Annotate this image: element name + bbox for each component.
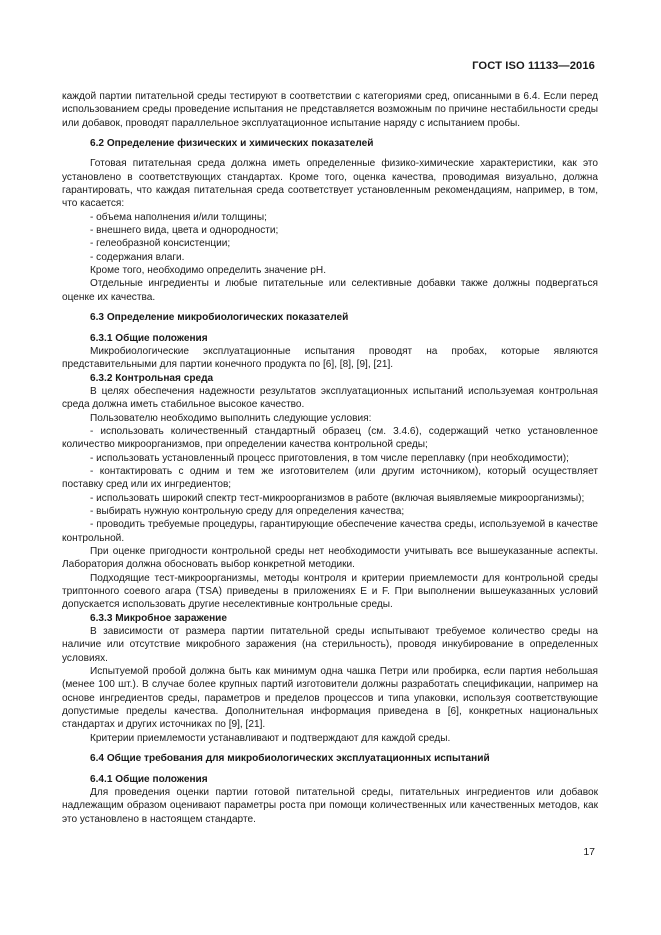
paragraph: В зависимости от размера партии питательной среды испытывают требуемое количество среды на наличие или отсутствие микробного заражения (на стерильность), проводя инкубирование в определенных условиях. <box>62 626 598 664</box>
paragraph: Критерии приемлемости устанавливают и подтверждают для каждой среды. <box>90 732 451 744</box>
subsection-heading-6-4-1: 6.4.1 Общие положения <box>90 773 208 785</box>
paragraph: Для проведения оценки партии готовой питательной среды, питательных ингредиентов или добавок надлежащим образом оценивают параметры роста при помощи количественных или качественных методов, как это установлено в настоящем стандарте. <box>62 786 598 825</box>
paragraph: Отдельные ингредиенты и любые питательные или селективные добавки также должны подвергаться оценке их качества. <box>62 278 598 303</box>
paragraph: В целях обеспечения надежности результатов эксплуатационных испытаний используемая контрольная среда должна иметь стабильное высокое качество. <box>62 385 598 411</box>
list-item: - объема наполнения и/или толщины; <box>90 211 267 223</box>
paragraph: При оценке пригодности контрольной среды нет необходимости учитывать все вышеуказанные аспекты. Лаборатория должна обосновать выбор конкретной методики. <box>62 546 598 571</box>
section-heading-6-3: 6.3 Определение микробиологических показателей <box>90 312 349 324</box>
document-body <box>62 90 598 826</box>
list-item: - использовать широкий спектр тест-микроорганизмов в работе (включая выявляемые микроорганизмы); <box>90 492 585 504</box>
list-item: - гелеобразной консистенции; <box>90 238 231 250</box>
paragraph: Испытуемой пробой должна быть как минимум одна чашка Петри или пробирка, если партия небольшая (менее 100 шт.). В случае более крупных партий изготовители должны разработать спецификации, например на основе ингредиентов среды, параметров и пределов процессов и типа упаковки, используя соответствующие допустимые пределы качества. Дополнительная информация приведена в [6], конкретных национальных стандартах и других источниках по [9], [21]. <box>62 666 598 731</box>
subsection-heading-6-3-1: 6.3.1 Общие положения <box>90 332 208 344</box>
paragraph: Готовая питательная среда должна иметь определенные физико-химические характеристики, как это установлено в соответствующих стандартах. Кроме того, оценка качества, проводимая визуально, должна гарантировать, что каждая питательная среда соответствует установленным рекомендациям, например, в том, что касается: <box>62 158 598 210</box>
paragraph: Микробиологические эксплуатационные испытания проводят на пробах, которые являются представительными для партии конечного продукта по [6], [8], [9], [21]. <box>62 345 598 371</box>
paragraph: каждой партии питательной среды тестируют в соответствии с категориями сред, описанными в 6.4. Если перед использованием среды проведение испытания не представляется возможным по причине нестабильности среды или добавок, проводят параллельное эксплуатационное испытание наряду с испытанием пробы. <box>62 91 598 129</box>
subsection-heading-6-3-2: 6.3.2 Контрольная среда <box>90 372 214 384</box>
list-item: - внешнего вида, цвета и однородности; <box>90 225 279 237</box>
paragraph: Кроме того, необходимо определить значение pH. <box>90 265 326 277</box>
subsection-heading-6-3-3: 6.3.3 Микробное заражение <box>90 612 227 624</box>
section-heading-6-2: 6.2 Определение физических и химических показателей <box>90 138 374 150</box>
document-id-header: ГОСТ ISO 11133—2016 <box>472 60 595 72</box>
list-item: - использовать количественный стандартный образец (см. 3.4.6), содержащий четко установленное количество микроорганизмов, при определении качества контрольной среды; <box>62 425 598 451</box>
list-item: - проводить требуемые процедуры, гарантирующие обеспечение качества среды, используемой в качестве контрольной. <box>62 519 598 544</box>
list-item: - выбирать нужную контрольную среду для определения качества; <box>90 505 405 517</box>
list-item: - содержания влаги. <box>90 251 185 263</box>
section-heading-6-4: 6.4 Общие требования для микробиологических эксплуатационных испытаний <box>90 753 490 765</box>
paragraph: Подходящие тест-микроорганизмы, методы контроля и критерии приемлемости для контрольной среды триптонного соевого агара (TSA) приведены в приложениях Е и F. При выполнении вышеуказанных условий допускается использовать другие неселективные контрольные среды. <box>62 572 598 611</box>
list-item: - контактировать с одним и тем же изготовителем (или другим источником), который осуществляет поставку сред или их ингредиентов; <box>62 465 598 491</box>
list-item: - использовать установленный процесс приготовления, в том числе переплавку (при необходимости); <box>90 452 569 464</box>
paragraph: Пользователю необходимо выполнить следующие условия: <box>90 412 372 424</box>
page-number: 17 <box>583 846 595 858</box>
